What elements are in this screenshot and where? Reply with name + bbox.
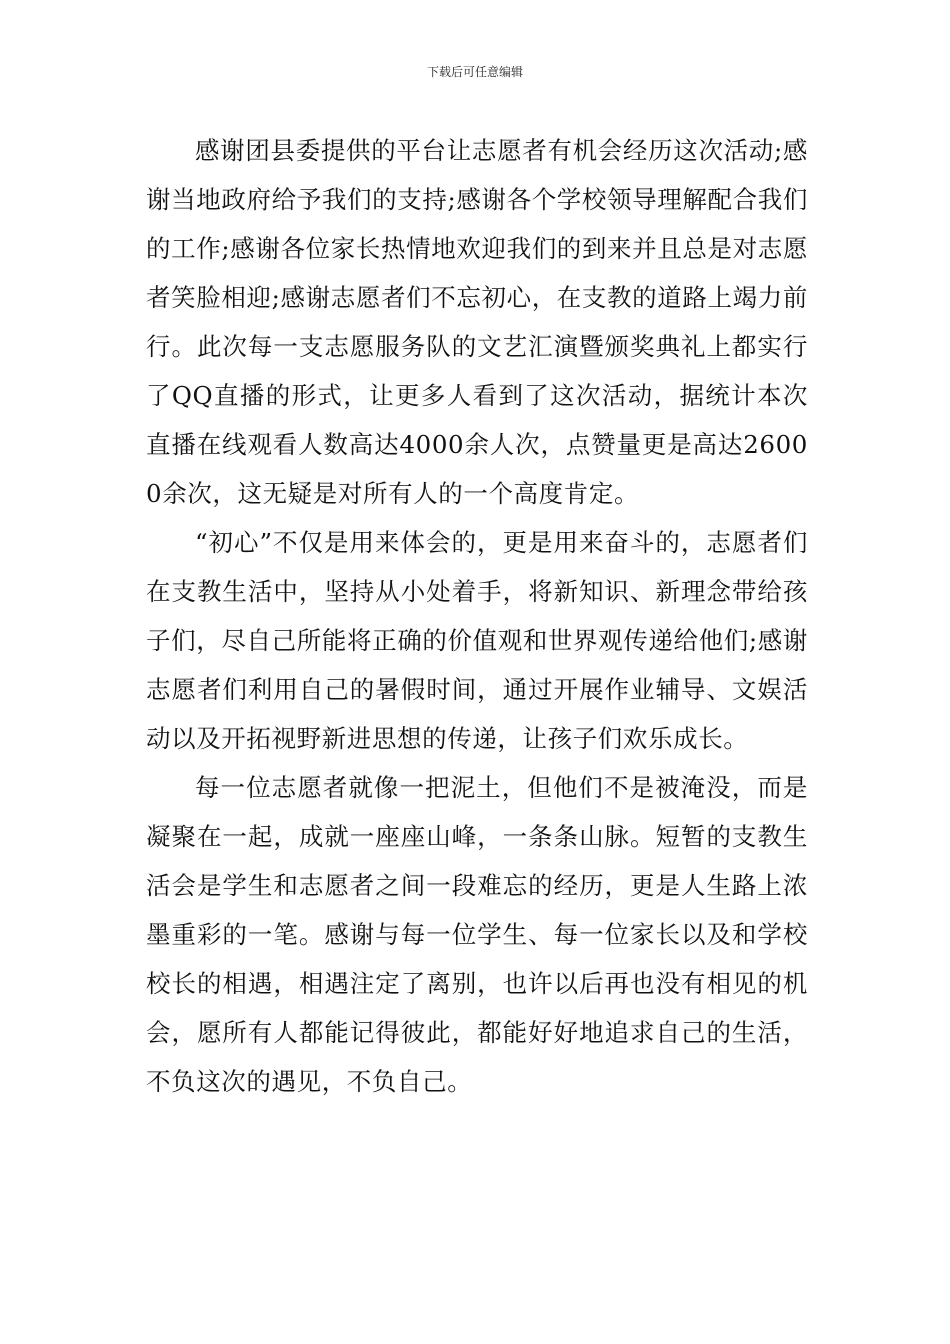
paragraph-thanks: 感谢团县委提供的平台让志愿者有机会经历这次活动;感谢当地政府给予我们的支持;感谢各个学校领导理解配合我们的工作;感谢各位家长热情地欢迎我们的到来并且总是对志愿者笑脸相迎;感谢志愿者们不忘初心，在支教的道路上竭力前行。此次每一支志愿服务队的文艺汇演暨颁奖典礼上都实行了QQ直播的形式，让更多人看到了这次活动，据统计本次直播在线观看人数高达4000余人次，点赞量更是高达26000余次，这无疑是对所有人的一个高度肯定。 — [146, 136, 808, 508]
document-body — [146, 126, 808, 1106]
page-header-note: 下载后可任意编辑 — [426, 65, 523, 79]
paragraph-original-aspiration: “初心”不仅是用来体会的，更是用来奋斗的，志愿者们在支教生活中，坚持从小处着手，将新知识、新理念带给孩子们，尽自己所能将正确的价值观和世界观传递给他们;感谢志愿者们利用自己的暑假时间，通过开展作业辅导、文娱活动以及开拓视野新进思想的传递，让孩子们欢乐成长。 — [146, 528, 808, 753]
paragraph-volunteers: 每一位志愿者就像一把泥土，但他们不是被淹没，而是凝聚在一起，成就一座座山峰，一条条山脉。短暂的支教生活会是学生和志愿者之间一段难忘的经历，更是人生路上浓墨重彩的一笔。感谢与每一位学生、每一位家长以及和学校校长的相遇，相遇注定了离别，也许以后再也没有相见的机会，愿所有人都能记得彼此，都能好好地追求自己的生活，不负这次的遇见，不负自己。 — [146, 773, 808, 1096]
